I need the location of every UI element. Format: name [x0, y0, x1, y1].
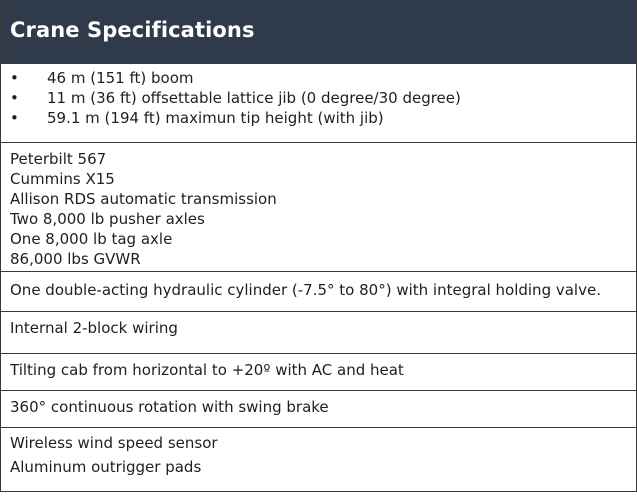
wiring-row: [1, 312, 636, 354]
list-item: Allison RDS automatic transmission: [10, 190, 277, 208]
rotation-row: [1, 391, 636, 428]
bullet-icon: •: [10, 89, 19, 107]
list-item: 360° continuous rotation with swing brake: [10, 398, 329, 416]
list-item: Tilting cab from horizontal to +20º with AC and heat: [10, 361, 404, 379]
list-item: One 8,000 lb tag axle: [10, 230, 173, 248]
list-item: Aluminum outrigger pads: [10, 458, 202, 476]
list-item: One double-acting hydraulic cylinder (-7.5° to 80°) with integral holding valve.: [10, 281, 601, 299]
carrier-specs-row: [1, 143, 636, 272]
list-item: 86,000 lbs GVWR: [10, 250, 141, 268]
list-item: Internal 2-block wiring: [10, 319, 178, 337]
boom-jib-specs-row: • 46 m (151 ft) boom • 11 m (36 ft) offsettable lattice jib (0 degree/30 degree) • 59.1 m (194 ft) maximun tip height (with jib): [1, 64, 636, 143]
table-title: Crane Specifications: [10, 18, 255, 42]
tilting-cab-row: [1, 354, 636, 391]
list-item: Cummins X15: [10, 170, 115, 188]
bullet-icon: •: [10, 109, 19, 127]
accessories-row: [1, 428, 636, 490]
table-header: [1, 1, 636, 64]
list-item: Two 8,000 lb pusher axles: [10, 210, 205, 228]
list-item: Wireless wind speed sensor: [10, 434, 218, 452]
list-item: Peterbilt 567: [10, 150, 107, 168]
bullet-icon: •: [10, 69, 19, 87]
hydraulic-cylinder-row: [1, 272, 636, 312]
